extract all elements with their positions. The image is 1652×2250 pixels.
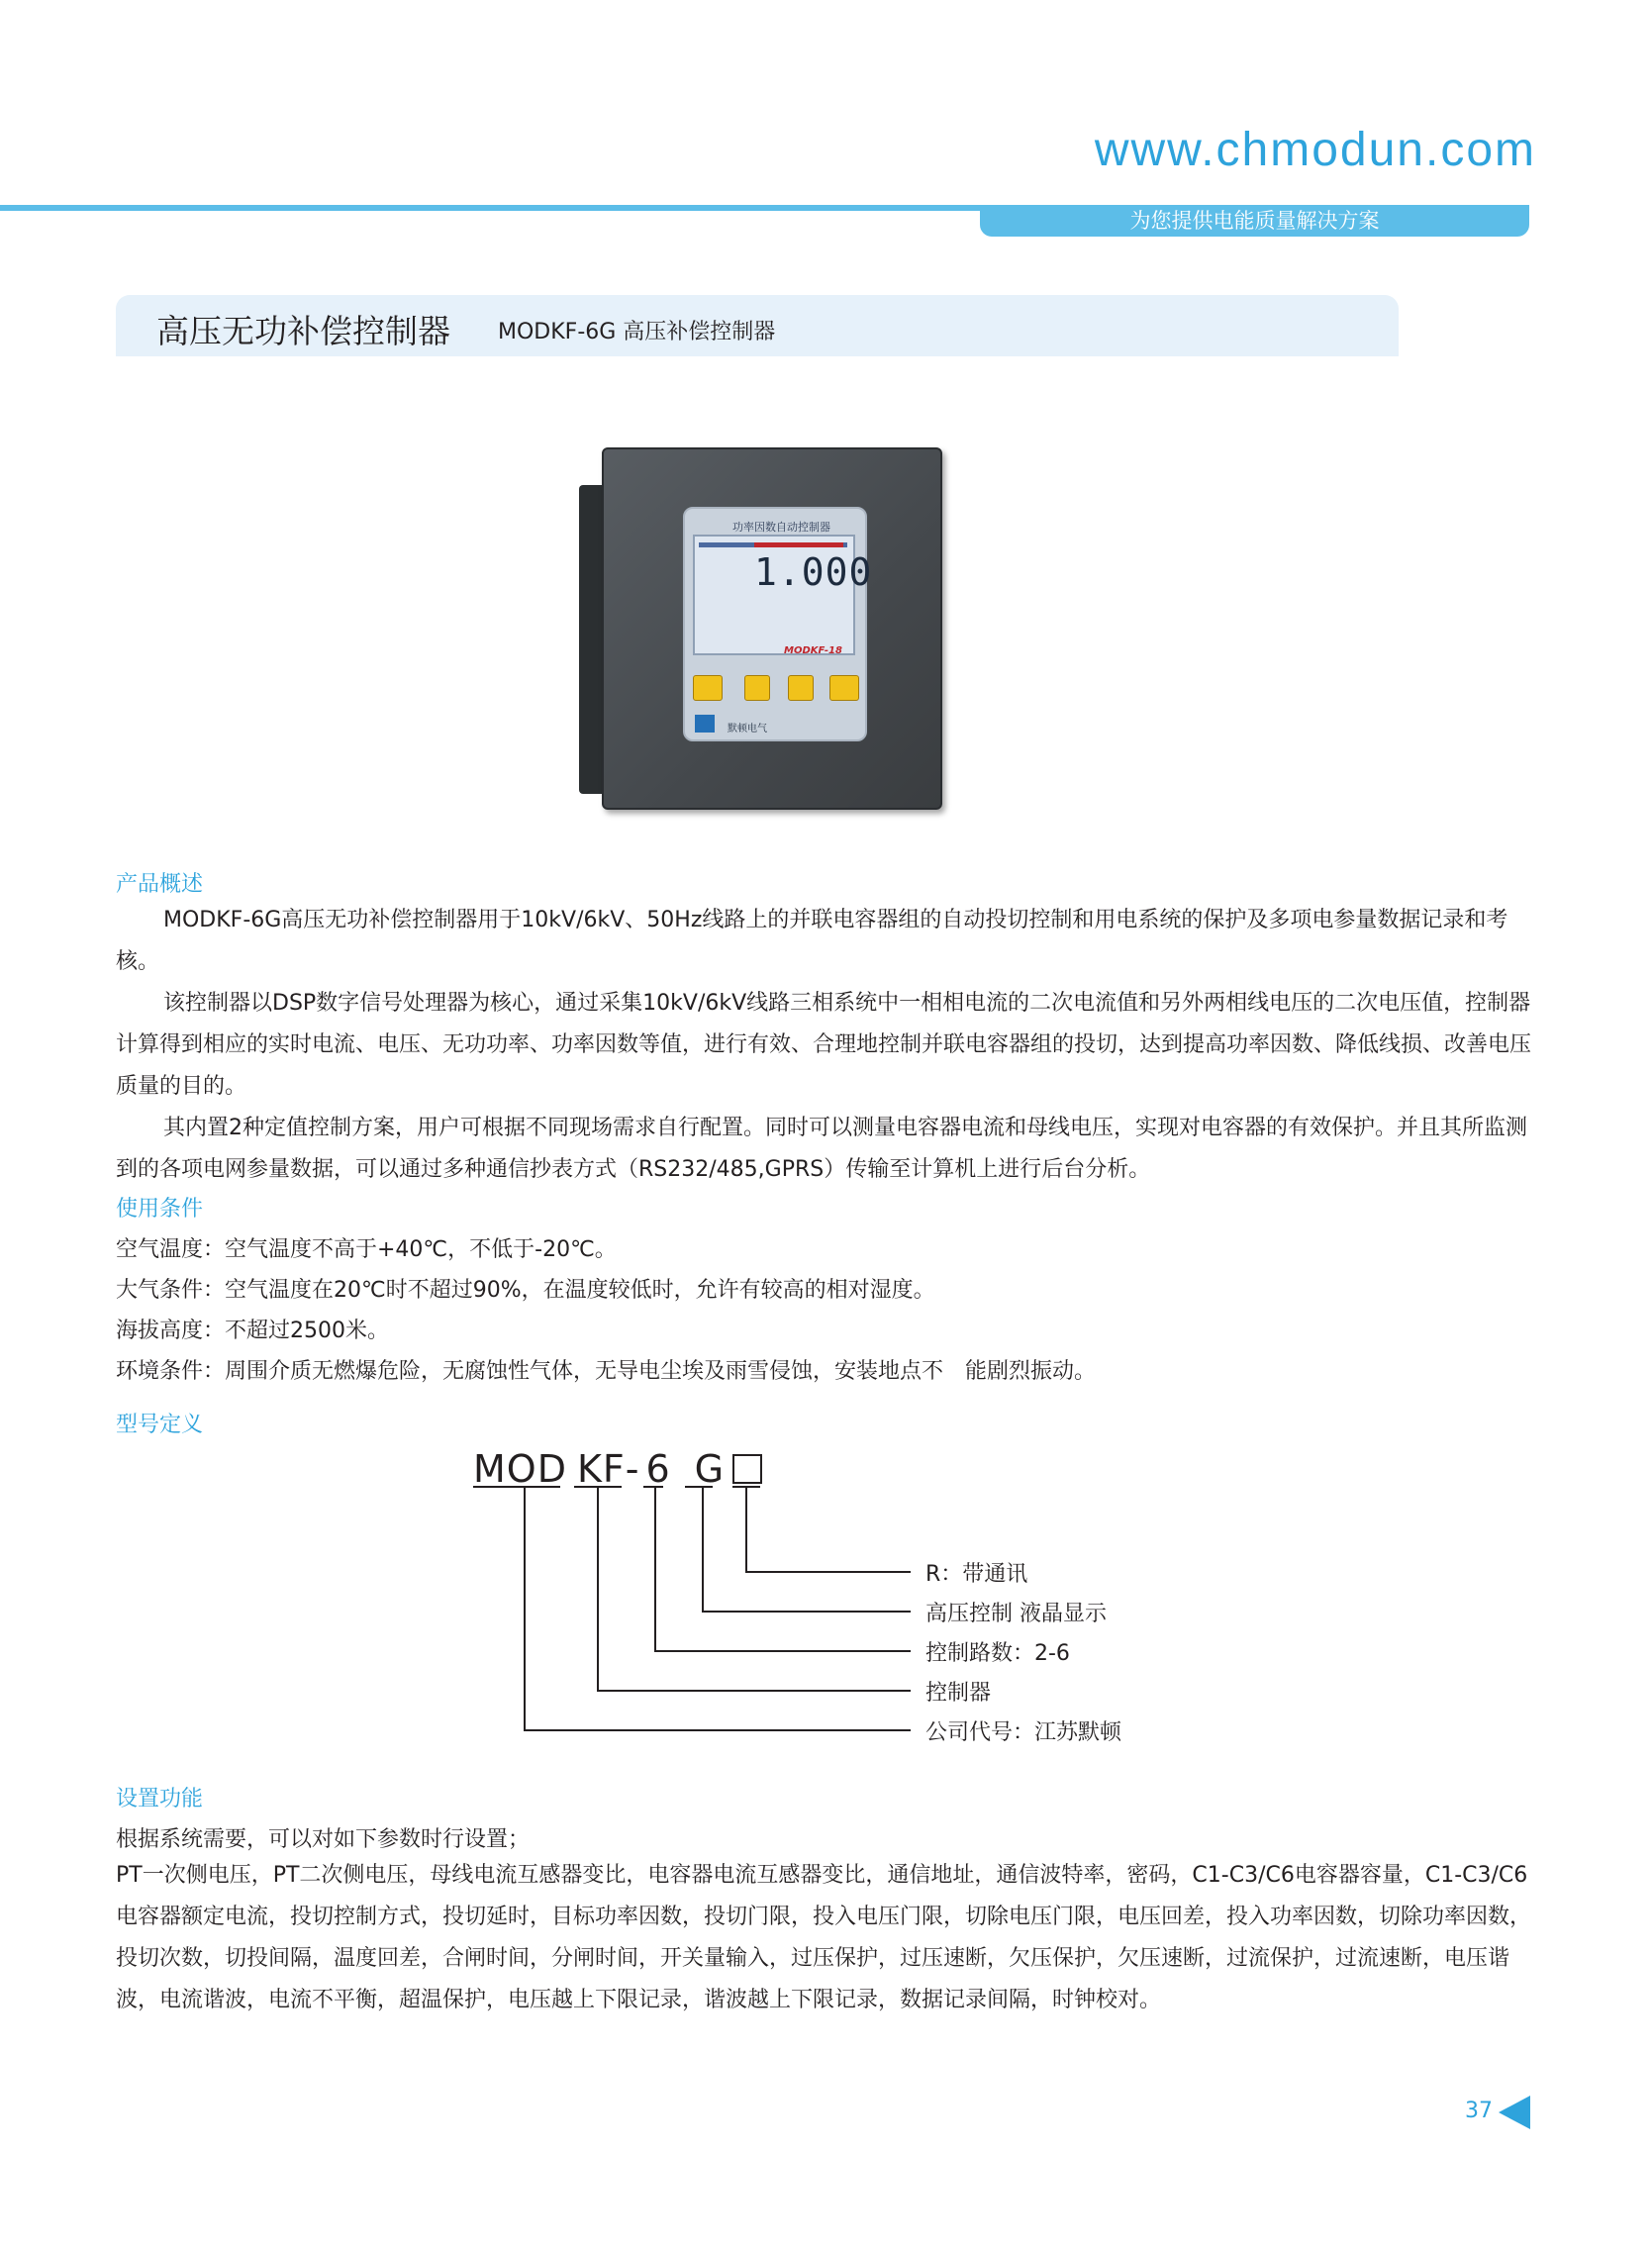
settings-intro: 根据系统需要，可以对如下参数时行设置； [116, 1827, 531, 1852]
model-code-controller: KF [576, 1447, 626, 1491]
model-label-comm: R：带通讯 [925, 1562, 1028, 1587]
tagline: 为您提供电能质量解决方案 [1129, 209, 1380, 233]
settings-parameters: PT一次侧电压，PT二次侧电压，母线电流互感器变比，电容器电流互感器变比，通信地址，通信波特率，密码，C1-C3/C6电容器容量，C1-C3/C6电容器额定电流，投切控制方式，投切延时，目标功率因数，投切门限，投入电压门限，切除电压门限，电压回差，投入功率因数，切除功率因数，投切次数，切投间隔，温度回差，合闸时间，分闸时间，开关量输入，过压保护，过压速断，欠压保护，欠压速断，过流保护，过流速断，电压谐波，电流谐波，电流不平衡，超温保护，电压越上下限记录，谐波越上下限记录，数据记录间隔，时钟校对。 [116, 1863, 1532, 2012]
device-brand: 默顿电气 [728, 724, 767, 734]
overview-paragraph-2: 该控制器以DSP数字信号处理器为核心，通过采集10kV/6kV线路三相系统中一相相电流的二次电流值和另外两相线电压的二次电压值，控制器计算得到相应的实时电流、电压、无功功率、功率因数等值，进行有效、合理地控制并联电容器组的投切，达到提高功率因数、降低线损、改善电压质量的目的。 [116, 991, 1532, 1099]
device-panel-title: 功率因数自动控制器 [732, 521, 830, 534]
condition-environment: 环境条件：周围介质无燃爆危险，无腐蚀性气体，无导电尘埃及雨雪侵蚀，安装地点不 能剧烈振动。 [116, 1359, 1097, 1384]
model-code-type: G [694, 1447, 726, 1491]
model-label-type: 高压控制 液晶显示 [925, 1602, 1107, 1626]
device-display-value: 1.000 [754, 550, 873, 594]
model-label-controller: 控制器 [925, 1681, 992, 1706]
model-code-dash: - [625, 1447, 640, 1491]
condition-atmosphere: 大气条件：空气温度在20℃时不超过90%，在温度较低时，允许有较高的相对湿度。 [116, 1278, 935, 1303]
page-subtitle: MODKF-6G 高压补偿控制器 [498, 320, 776, 344]
model-code-diagram [465, 1485, 921, 1742]
model-label-company: 公司代号：江苏默顿 [925, 1720, 1122, 1745]
page-arrow-icon [1497, 2096, 1530, 2129]
condition-temperature: 空气温度：空气温度不高于+40℃，不低于-20℃。 [116, 1237, 617, 1262]
overview-heading: 产品概述 [116, 872, 204, 897]
brand-logo-icon [695, 715, 715, 733]
page-title: 高压无功补偿控制器 [156, 312, 450, 350]
model-label-circuits: 控制路数：2-6 [925, 1641, 1070, 1666]
model-code-option-box [732, 1454, 762, 1484]
conditions-heading: 使用条件 [116, 1197, 204, 1222]
page-number: 37 [1465, 2099, 1493, 2123]
site-url[interactable]: www.chmodun.com [1094, 124, 1536, 176]
device-mode-button [829, 675, 859, 701]
overview-paragraph-1: MODKF-6G高压无功补偿控制器用于10kV/6kV、50Hz线路上的并联电容器组的自动投切控制和用电系统的保护及多项电参量数据记录和考核。 [116, 908, 1508, 974]
settings-heading: 设置功能 [116, 1787, 204, 1811]
device-model-label: MODKF-18 [784, 645, 842, 656]
device-down-button [788, 675, 814, 701]
model-heading: 型号定义 [116, 1413, 204, 1437]
device-set-button [693, 675, 723, 701]
device-up-button [744, 675, 770, 701]
model-code-circuits: 6 [645, 1447, 671, 1491]
overview-paragraph-3: 其内置2种定值控制方案，用户可根据不同现场需求自行配置。同时可以测量电容器电流和母线电压，实现对电容器的有效保护。并且其所监测到的各项电网参量数据，可以通过多种通信抄表方式（RS232/485,GPRS）传输至计算机上进行后台分析。 [116, 1116, 1528, 1182]
model-code-company: MOD [473, 1447, 567, 1491]
condition-altitude: 海拔高度：不超过2500米。 [116, 1319, 389, 1343]
